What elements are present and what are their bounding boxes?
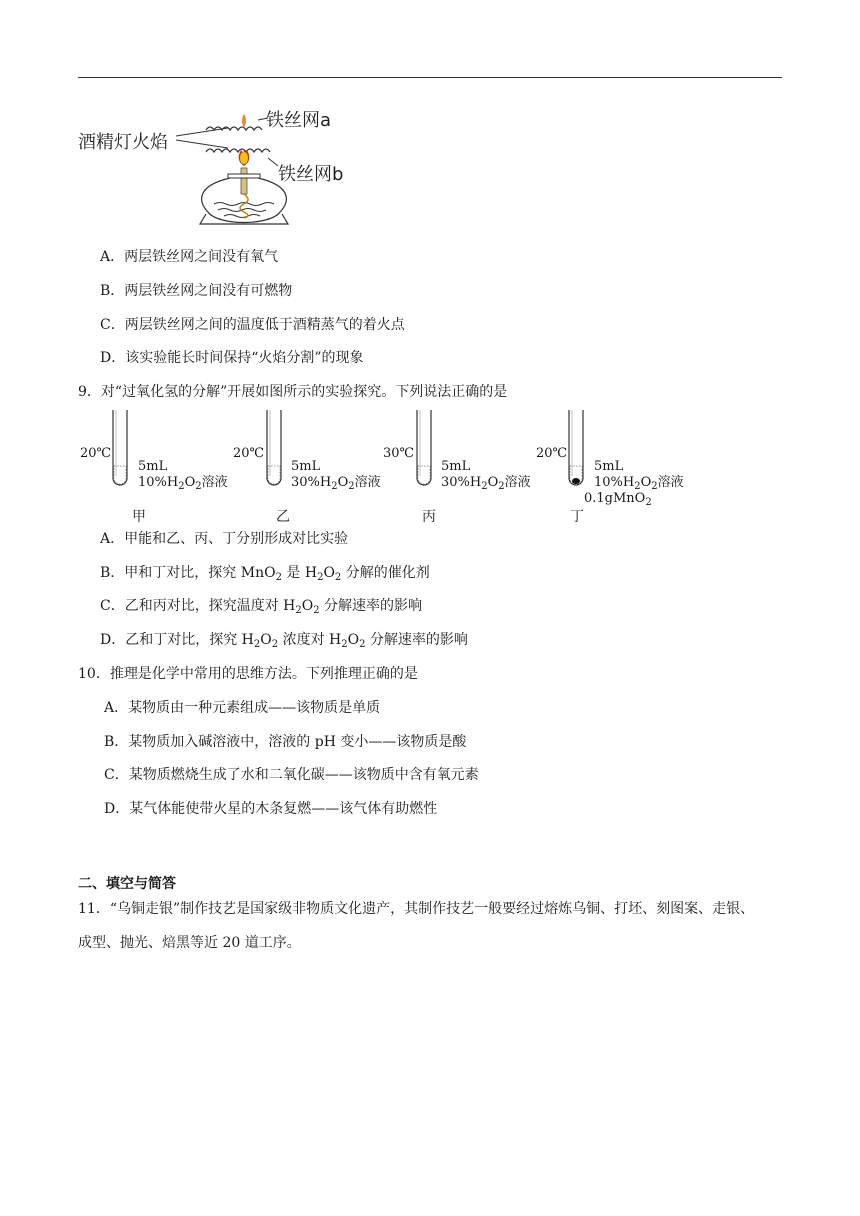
q8-option-c: C．两层铁丝网之间的温度低于酒精蒸气的着火点	[100, 317, 405, 333]
tube-bing-temp: 30℃	[383, 446, 415, 461]
q9-option-c: C．乙和丙对比，探究温度对 $H_2O_2$ 分解速率的影响	[100, 598, 423, 616]
tube-yi-temp: 20℃	[233, 446, 265, 461]
q9-option-b: B．甲和丁对比，探究 MnO$_2$ 是 $H_2O_2$ 分解的催化剂	[100, 565, 430, 583]
test-tube-ding	[566, 410, 586, 490]
tube-yi-volume: 5mL	[291, 459, 321, 474]
tube-ding-temp: 20℃	[536, 446, 568, 461]
lamp-drawing	[78, 100, 378, 240]
test-tube-jia	[110, 410, 130, 490]
tube-jia-solution: $10\%H_2O_2$溶液	[138, 475, 228, 492]
q10-option-d: D．某气体能使带火星的木条复燃——该气体有助燃性	[104, 801, 438, 817]
tube-bing-volume: 5mL	[441, 459, 471, 474]
tube-yi-name: 乙	[276, 509, 290, 525]
tube-jia-temp: 20℃	[80, 446, 112, 461]
q11-line-2: 成型、抛光、焙黑等近 20 道工序。	[78, 935, 301, 951]
tube-bing-name: 丙	[422, 509, 436, 525]
test-tube-bing	[414, 410, 434, 490]
q10-option-c: C．某物质燃烧生成了水和二氧化碳——该物质中含有氧元素	[104, 767, 479, 783]
q10-option-a: A．某物质由一种元素组成——该物质是单质	[104, 700, 381, 716]
tube-yi-solution: $30\%H_2O_2$溶液	[291, 475, 381, 492]
q8-option-d: D．该实验能长时间保持“火焰分割”的现象	[100, 350, 364, 366]
q10-option-b: B．某物质加入碱溶液中，溶液的 pH 变小——该物质是酸	[104, 734, 467, 750]
q8-option-a: A．两层铁丝网之间没有氧气	[100, 249, 279, 265]
test-tube-yi	[264, 410, 284, 490]
flame-label: 酒精灯火焰	[78, 132, 168, 153]
tube-bing-solution: $30\%H_2O_2$溶液	[441, 475, 531, 492]
net-a-label: 铁丝网a	[266, 110, 332, 131]
q11-line-1: 11．“乌铜走银”制作技艺是国家级非物质文化遗产，其制作技艺一般要经过熔炼乌铜、打坯、刻图案、走银、	[78, 901, 755, 917]
net-b-label: 铁丝网b	[278, 164, 344, 185]
tube-ding-solution: $10\%H_2O_2$溶液	[594, 475, 684, 492]
tube-ding-name: 丁	[570, 509, 584, 525]
q10-stem: 10．推理是化学中常用的思维方法。下列推理正确的是	[78, 666, 418, 682]
q8-option-b: B．两层铁丝网之间没有可燃物	[100, 283, 293, 299]
tube-ding-volume: 5mL	[594, 459, 624, 474]
q9-stem: 9．对“过氧化氢的分解”开展如图所示的实验探究。下列说法正确的是	[78, 384, 508, 400]
q9-option-d: D．乙和丁对比，探究 $H_2O_2$ 浓度对 $H_2O_2$ 分解速率的影响	[100, 632, 468, 650]
tube-jia-name: 甲	[132, 509, 146, 525]
tube-jia-volume: 5mL	[138, 459, 168, 474]
tube-ding-catalyst: 0.1gMnO$_2$	[584, 491, 652, 508]
top-rule	[78, 77, 782, 78]
q9-option-a: A．甲能和乙、丙、丁分别形成对比实验	[100, 531, 349, 547]
alcohol-lamp-figure	[78, 100, 378, 240]
section-heading: 二、填空与简答	[78, 876, 176, 892]
